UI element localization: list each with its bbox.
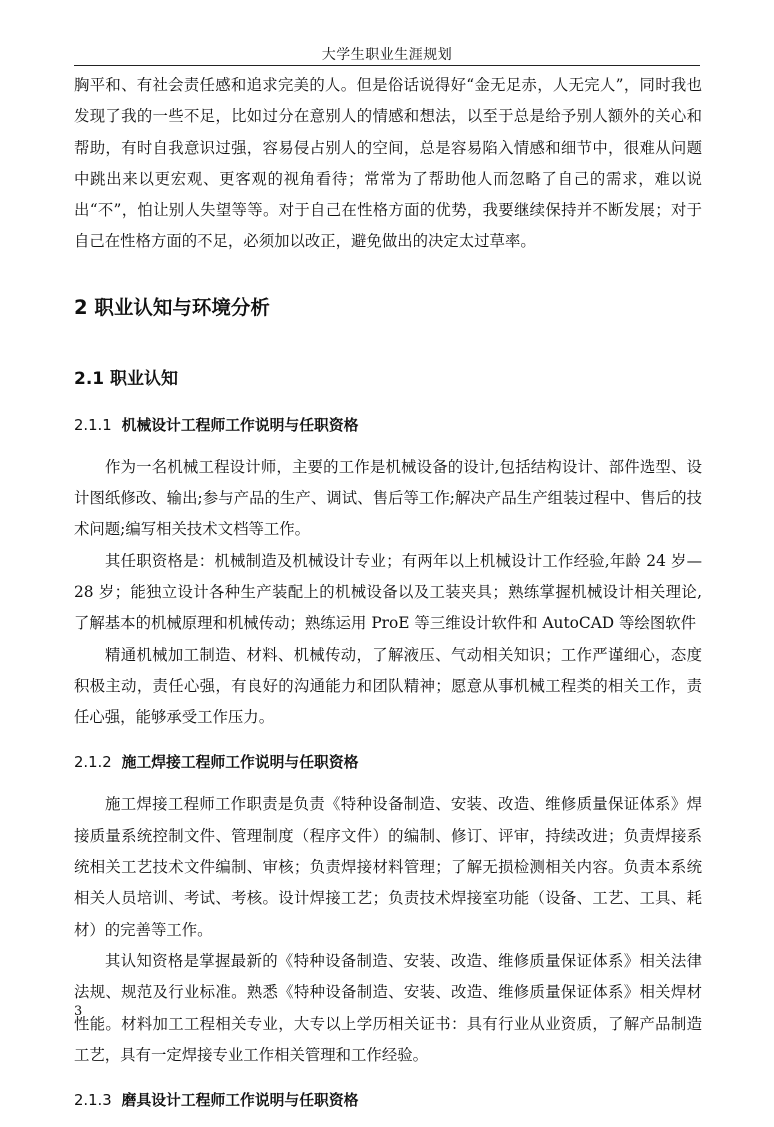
subsection-heading-2 — [74, 736, 702, 789]
chapter-title: 2 职业认知与环境分析 — [74, 295, 270, 319]
subsection-number: 2.1.2 — [74, 754, 112, 772]
header-title: 大学生职业生涯规划 — [321, 47, 453, 63]
page-body — [74, 70, 702, 1127]
page-number: 3 — [74, 1004, 83, 1019]
header-divider — [74, 65, 700, 66]
subsection-title: 磨具设计工程师工作说明与任职资格 — [121, 1092, 359, 1110]
subsection-number: 2.1.3 — [74, 1092, 112, 1110]
body-paragraph: 其认知资格是掌握最新的《特种设备制造、安装、改造、维修质量保证体系》相关法律法规、规范及行业标准。熟悉《特种设备制造、安装、改造、维修质量保证体系》相关焊材性能。材料加工工程相关专业，大专以上学历相关证书：具有行业从业资质，了解产品制造工艺，具有一定焊接专业工作相关管理和工作经验。 — [74, 951, 702, 1064]
subsection-title: 施工焊接工程师工作说明与任职资格 — [121, 754, 359, 772]
body-paragraph: 其任职资格是：机械制造及机械设计专业；有两年以上机械设计工作经验,年龄 24 岁—28 岁；能独立设计各种生产装配上的机械设备以及工装夹具；熟练掌握机械设计相关理论,了解基本的机械原理和机械传动；熟练运用 ProE 等三维设计软件和 AutoCAD 等绘图软件 — [74, 551, 702, 633]
body-paragraph: 精通机械加工制造、材料、机械传动，了解液压、气动相关知识；工作严谨细心，态度积极主动，责任心强，有良好的沟通能力和团队精神；愿意从事机械工程类的相关工作，责任心强，能够承受工作压力。 — [74, 645, 702, 727]
subsection-heading-3 — [74, 1074, 702, 1127]
section-title: 2.1 职业认知 — [74, 368, 179, 389]
body-paragraph: 作为一名机械工程设计师，主要的工作是机械设备的设计,包括结构设计、部件选型、设计图纸修改、输出;参与产品的生产、调试、售后等工作;解决产品生产组装过程中、售后的技术问题;编写相关技术文档等工作。 — [74, 457, 702, 539]
intro-paragraph: 胸平和、有社会责任感和追求完美的人。但是俗话说得好“金无足赤，人无完人”，同时我也发现了我的一些不足，比如过分在意别人的情感和想法，以至于总是给予别人额外的关心和帮助，有时自我意识过强，容易侵占别人的空间，总是容易陷入情感和细节中，很难从问题中跳出来以更宏观、更客观的视角看待；常常为了帮助他人而忽略了自己的需求，难以说出“不”，怕让别人失望等等。对于自己在性格方面的优势，我要继续保持并不断发展；对于自己在性格方面的不足，必须加以改正，避免做出的决定太过草率。 — [74, 76, 702, 251]
subsection-title: 机械设计工程师工作说明与任职资格 — [121, 416, 359, 434]
subsection-number: 2.1.1 — [74, 416, 112, 434]
body-paragraph: 施工焊接工程师工作职责是负责《特种设备制造、安装、改造、维修质量保证体系》焊接质量系统控制文件、管理制度（程序文件）的编制、修订、评审，持续改进；负责焊接系统相关工艺技术文件编制、审核；负责焊接材料管理；了解无损检测相关内容。负责本系统相关人员培训、考试、考核。设计焊接工艺；负责技术焊接室功能（设备、工艺、工具、耗材）的完善等工作。 — [74, 795, 702, 939]
subsection-heading-1 — [74, 399, 702, 452]
